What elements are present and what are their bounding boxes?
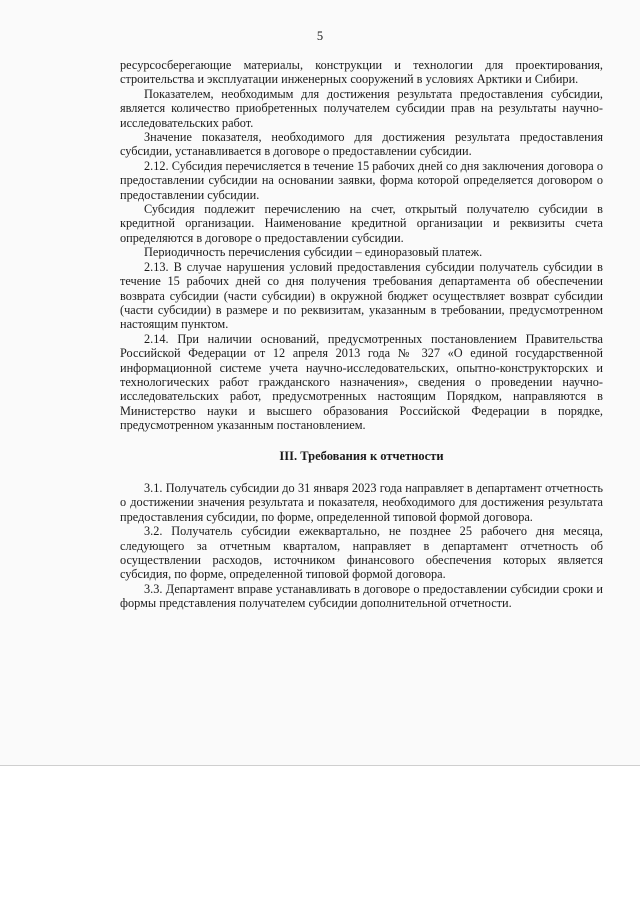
page-number: 5 (316, 29, 324, 43)
paragraph-indicator: Показателем, необходимым для достижения результата предоставления субсидии, является количество приобретенных получателем субсидии прав на результаты научно-исследовательских работ. (120, 86, 603, 130)
paragraph-3-1: 3.1. Получатель субсидии до 31 января 2023 года направляет в департамент отчетность о достижении значения результата и показателя, необходимого для достижения результата предоставления субсидии, по форме, определенной типовой формой договора. (120, 480, 603, 524)
paragraph-3-2: 3.2. Получатель субсидии ежеквартально, не позднее 25 рабочего дня месяца, следующего за отчетным кварталом, направляет в департамент отчетность об осуществлении расходов, источником финансового обеспечения которых является субсидия, по форме, определенной типовой формой договора. (120, 524, 603, 582)
paragraph-2-14: 2.14. При наличии оснований, предусмотренных постановлением Правительства Российской Федерации от 12 апреля 2013 года № 327 «О единой государственной информационной системе учета научно-исследовательских, опытно-конструкторских и технологических работ гражданского назначения», сведения о проведении научно-исследовательских работ, предусмотренных настоящим Порядком, направляются в Министерство науки и высшего образования Российской Федерации в порядке, предусмотренном указанным постановлением. (120, 331, 603, 433)
page-body (120, 58, 603, 611)
paragraph-3-3: 3.3. Департамент вправе устанавливать в договоре о предоставлении субсидии сроки и формы представления получателем субсидии дополнительной отчетности. (120, 581, 603, 611)
paragraph-indicator-value: Значение показателя, необходимого для достижения результата предоставления субсидии, устанавливается в договоре о предоставлении субсидии. (120, 130, 603, 159)
paragraph-2-12: 2.12. Субсидия перечисляется в течение 15 рабочих дней со дня заключения договора о предоставлении субсидии на основании заявки, форма которой определяется договором о предоставлении субсидии. (120, 158, 603, 202)
paragraph-continuation: ресурсосберегающие материалы, конструкции и технологии для проектирования, строительства и эксплуатации инженерных сооружений в условиях Арктики и Сибири. (120, 58, 603, 87)
paragraph-2-13: 2.13. В случае нарушения условий предоставления субсидии получатель субсидии в течение 15 рабочих дней со дня получения требования департамента об обеспечении возврата субсидии (части субсидии) в окружной бюджет осуществляет возврат субсидии (части субсидии) в размере и по реквизитам, указанным в требовании, предусмотренном настоящим пунктом. (120, 259, 603, 332)
paragraph-periodicity: Периодичность перечисления субсидии – единоразовый платеж. (144, 245, 483, 260)
section-heading: III. Требования к отчетности (279, 448, 444, 463)
paragraph-account: Субсидия подлежит перечислению на счет, открытый получателю субсидии в кредитной организации. Наименование кредитной организации и реквизиты счета определяются в договоре о предоставлении субсидии. (120, 202, 603, 245)
